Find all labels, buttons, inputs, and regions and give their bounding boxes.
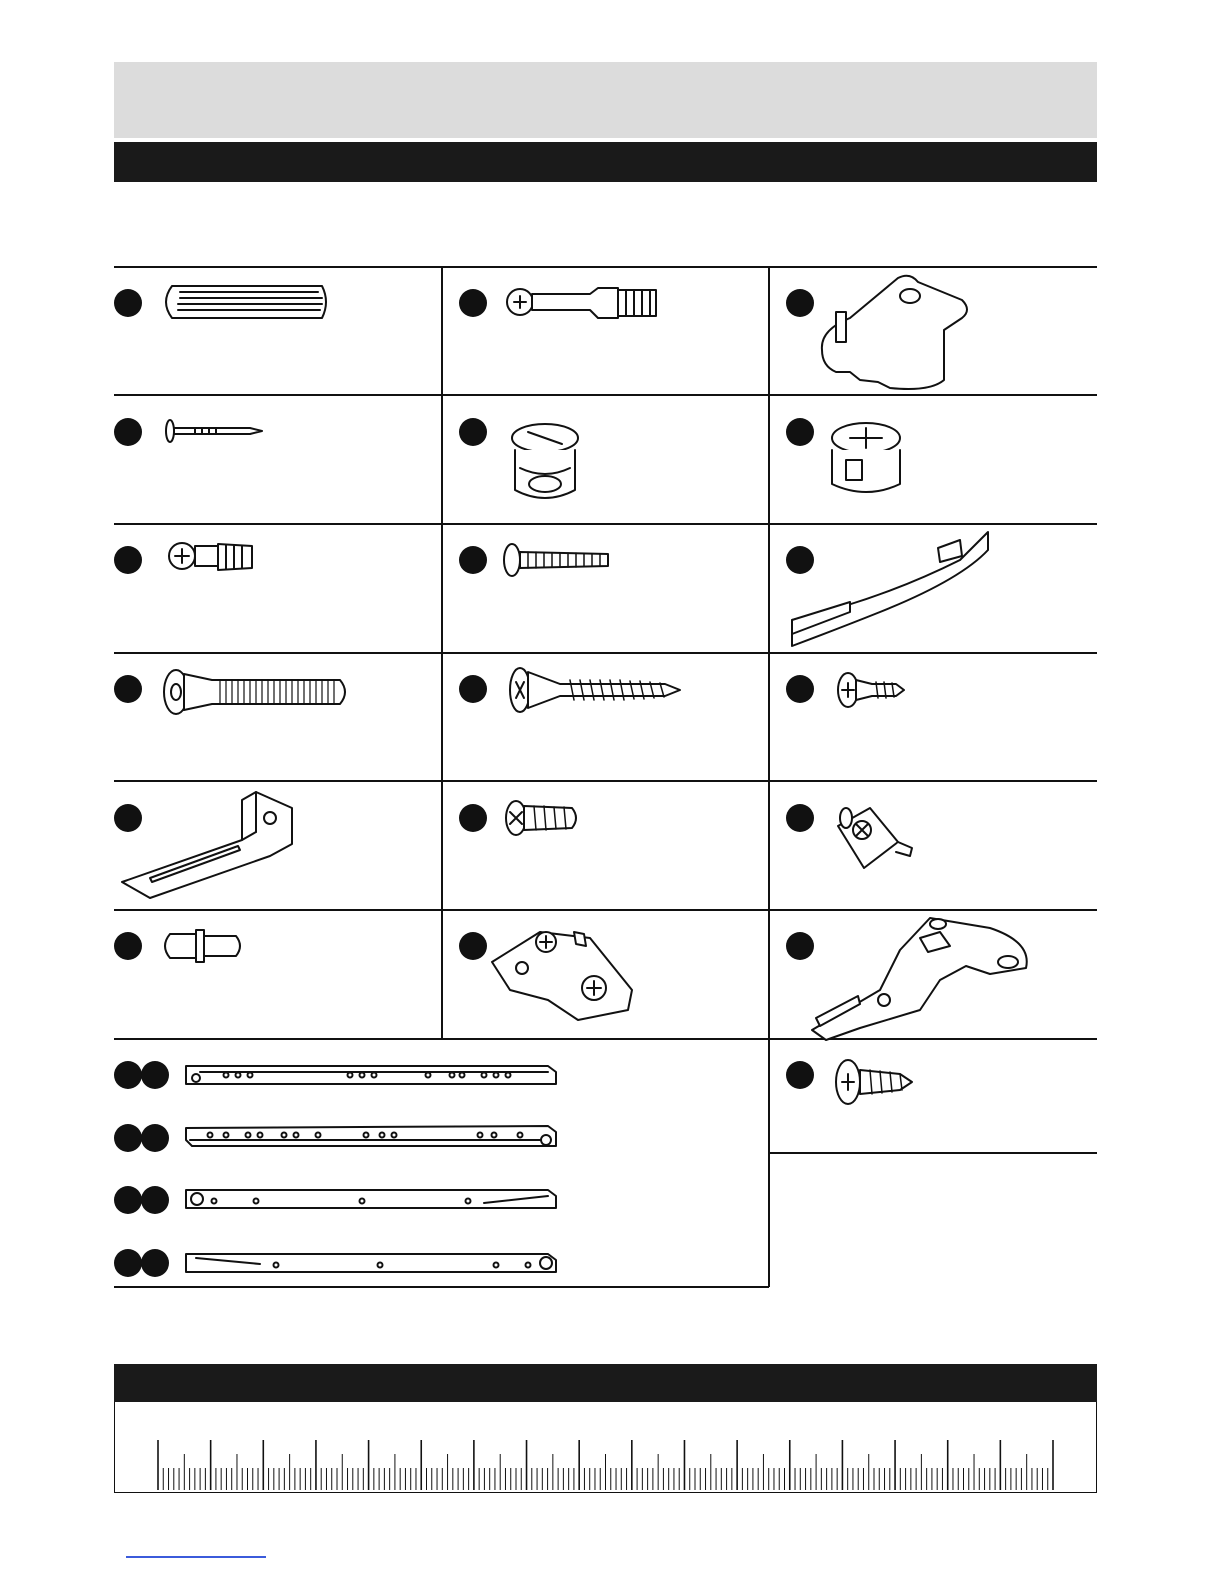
insert-nut-icon xyxy=(169,543,252,570)
pan-head-screw-icon xyxy=(836,1060,912,1104)
wood-screw-long-icon xyxy=(510,668,680,712)
drawer-runner-left-icon xyxy=(186,1066,556,1084)
cam-lock-icon xyxy=(512,424,578,498)
ruler-panel xyxy=(114,1364,1097,1494)
corner-block-icon xyxy=(838,808,912,868)
handle-icon xyxy=(792,532,988,646)
wood-screw-short-icon xyxy=(838,673,904,707)
ruler-header-bar xyxy=(114,1364,1097,1402)
cam-lock-cross-icon xyxy=(832,423,900,492)
shelf-support-clip-icon xyxy=(822,276,967,389)
footer-underline xyxy=(126,1556,266,1558)
angle-bracket-icon xyxy=(122,792,292,898)
cabinet-runner-right-icon xyxy=(186,1254,556,1272)
shelf-pin-icon xyxy=(165,930,240,962)
ruler-scale xyxy=(115,1402,1096,1492)
cam-bolt-icon xyxy=(507,288,656,318)
nail-icon xyxy=(166,420,262,442)
connector-bolt-icon xyxy=(164,670,345,714)
concealed-hinge-icon xyxy=(812,918,1027,1040)
handle-screw-icon xyxy=(504,544,608,576)
cabinet-runner-left-icon xyxy=(186,1190,556,1208)
hinge-mounting-plate-icon xyxy=(492,932,632,1020)
wooden-dowel-icon xyxy=(166,286,326,318)
euro-screw-icon xyxy=(506,801,576,835)
drawer-runner-right-icon xyxy=(186,1126,556,1146)
ruler-body xyxy=(114,1402,1097,1493)
